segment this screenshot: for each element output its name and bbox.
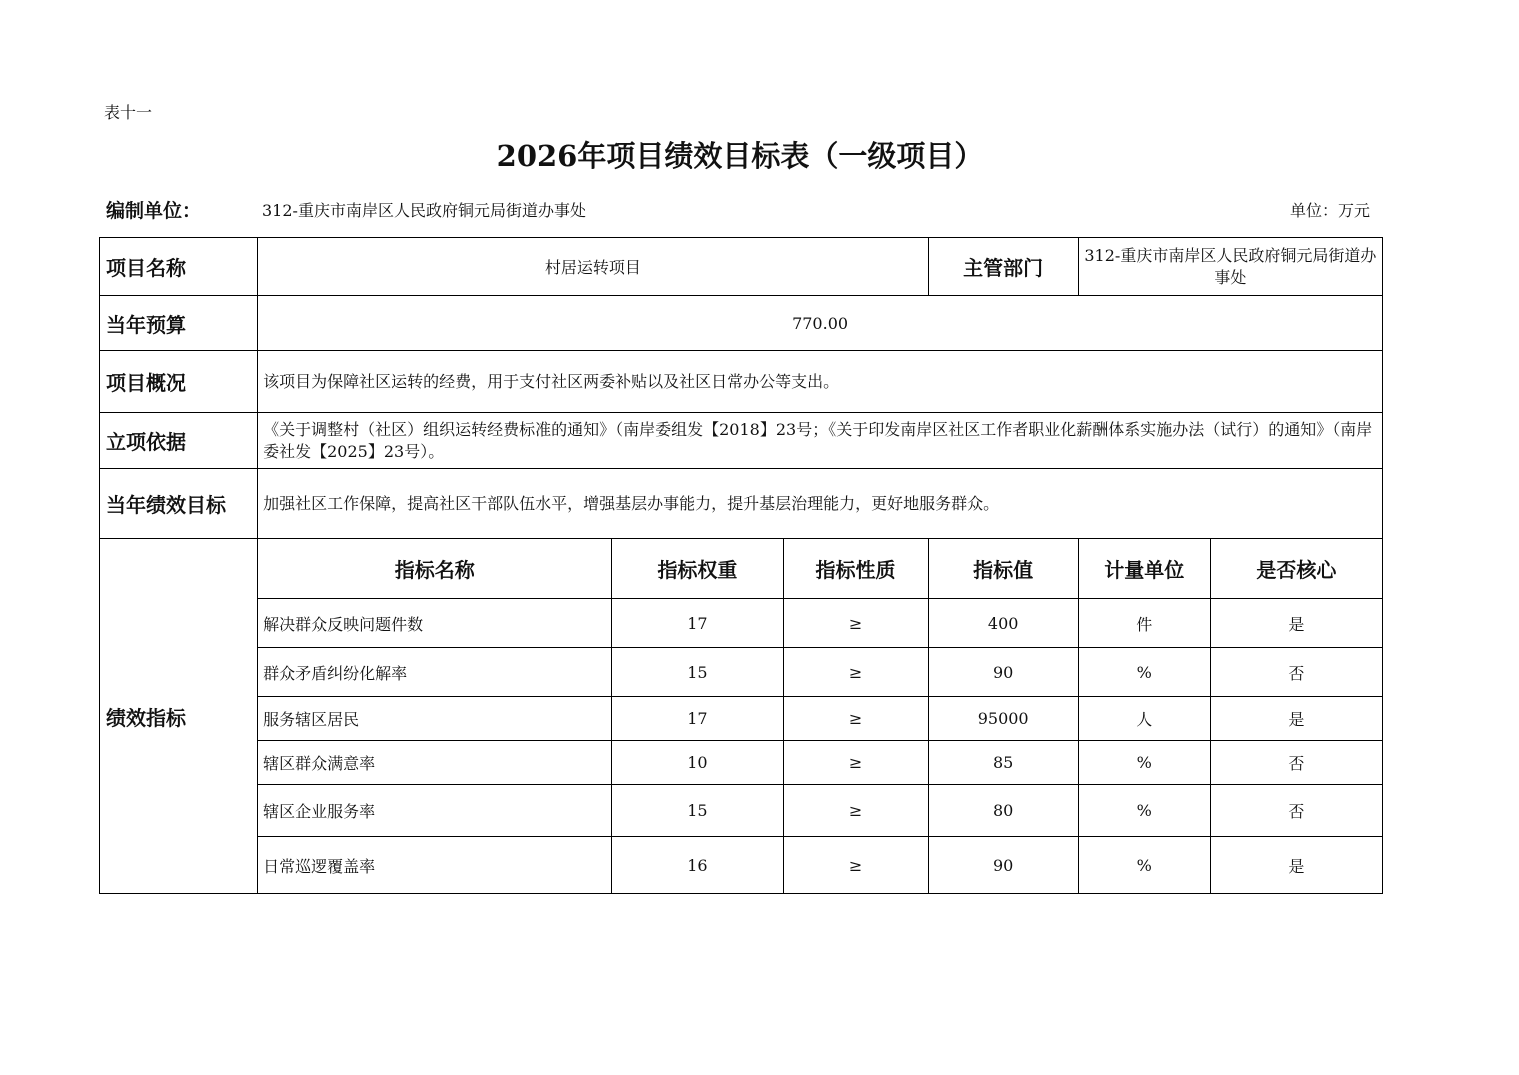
indicator-weight: 17 <box>612 599 783 648</box>
header-nature: 指标性质 <box>783 539 928 599</box>
indicator-unit: 人 <box>1078 697 1210 741</box>
indicator-name: 辖区群众满意率 <box>258 741 612 785</box>
performance-table <box>99 237 1383 894</box>
dept-value: 312-重庆市南岸区人民政府铜元局街道办事处 <box>1078 238 1382 296</box>
indicator-unit: % <box>1078 837 1210 894</box>
indicator-nature: ≥ <box>783 648 928 697</box>
indicator-value: 85 <box>928 741 1078 785</box>
indicator-value: 80 <box>928 785 1078 837</box>
indicator-name: 辖区企业服务率 <box>258 785 612 837</box>
basis-label: 立项依据 <box>100 413 258 469</box>
indicator-nature: ≥ <box>783 837 928 894</box>
indicator-core: 是 <box>1210 697 1382 741</box>
table-number: 表十一 <box>104 103 153 122</box>
table-row <box>100 697 1383 741</box>
indicator-nature: ≥ <box>783 741 928 785</box>
indicator-weight: 16 <box>612 837 783 894</box>
page-title: 2026年项目绩效目标表（一级项目） <box>496 139 984 173</box>
basis-value: 《关于调整村（社区）组织运转经费标准的通知》（南岸委组发【2018】23号；《关于印发南岸区社区工作者职业化薪酬体系实施办法（试行）的通知》（南岸委社发【2025】23号）。 <box>258 413 1383 469</box>
indicators-label: 绩效指标 <box>100 539 258 894</box>
header-core: 是否核心 <box>1210 539 1382 599</box>
dept-label: 主管部门 <box>928 238 1078 296</box>
header-value: 指标值 <box>928 539 1078 599</box>
indicator-name: 服务辖区居民 <box>258 697 612 741</box>
indicator-value: 95000 <box>928 697 1078 741</box>
indicator-weight: 17 <box>612 697 783 741</box>
indicator-core: 否 <box>1210 648 1382 697</box>
indicator-unit: % <box>1078 741 1210 785</box>
project-name: 村居运转项目 <box>258 238 929 296</box>
indicator-unit: % <box>1078 785 1210 837</box>
indicator-nature: ≥ <box>783 697 928 741</box>
unit-label: 编制单位： <box>106 200 202 222</box>
table-row <box>100 837 1383 894</box>
indicator-weight: 15 <box>612 648 783 697</box>
header-unit: 计量单位 <box>1078 539 1210 599</box>
indicator-weight: 15 <box>612 785 783 837</box>
indicator-nature: ≥ <box>783 785 928 837</box>
indicator-value: 400 <box>928 599 1078 648</box>
table-row <box>100 785 1383 837</box>
overview-value: 该项目为保障社区运转的经费，用于支付社区两委补贴以及社区日常办公等支出。 <box>258 351 1383 413</box>
indicator-nature: ≥ <box>783 599 928 648</box>
table-row <box>100 741 1383 785</box>
indicator-unit: 件 <box>1078 599 1210 648</box>
currency-unit: 单位：万元 <box>1290 201 1371 220</box>
budget-value: 770.00 <box>258 296 1383 351</box>
goal-label: 当年绩效目标 <box>100 469 258 539</box>
header-weight: 指标权重 <box>612 539 783 599</box>
indicator-unit: % <box>1078 648 1210 697</box>
goal-value: 加强社区工作保障，提高社区干部队伍水平，增强基层办事能力，提升基层治理能力，更好地服务群众。 <box>258 469 1383 539</box>
project-name-label: 项目名称 <box>100 238 258 296</box>
overview-label: 项目概况 <box>100 351 258 413</box>
indicator-value: 90 <box>928 837 1078 894</box>
indicator-value: 90 <box>928 648 1078 697</box>
indicator-name: 日常巡逻覆盖率 <box>258 837 612 894</box>
budget-label: 当年预算 <box>100 296 258 351</box>
unit-value: 312-重庆市南岸区人民政府铜元局街道办事处 <box>262 201 586 220</box>
indicator-core: 是 <box>1210 837 1382 894</box>
indicator-core: 否 <box>1210 741 1382 785</box>
indicator-core: 是 <box>1210 599 1382 648</box>
indicator-core: 否 <box>1210 785 1382 837</box>
indicator-name: 群众矛盾纠纷化解率 <box>258 648 612 697</box>
table-row <box>100 599 1383 648</box>
indicator-name: 解决群众反映问题件数 <box>258 599 612 648</box>
table-row <box>100 648 1383 697</box>
indicator-weight: 10 <box>612 741 783 785</box>
header-name: 指标名称 <box>258 539 612 599</box>
